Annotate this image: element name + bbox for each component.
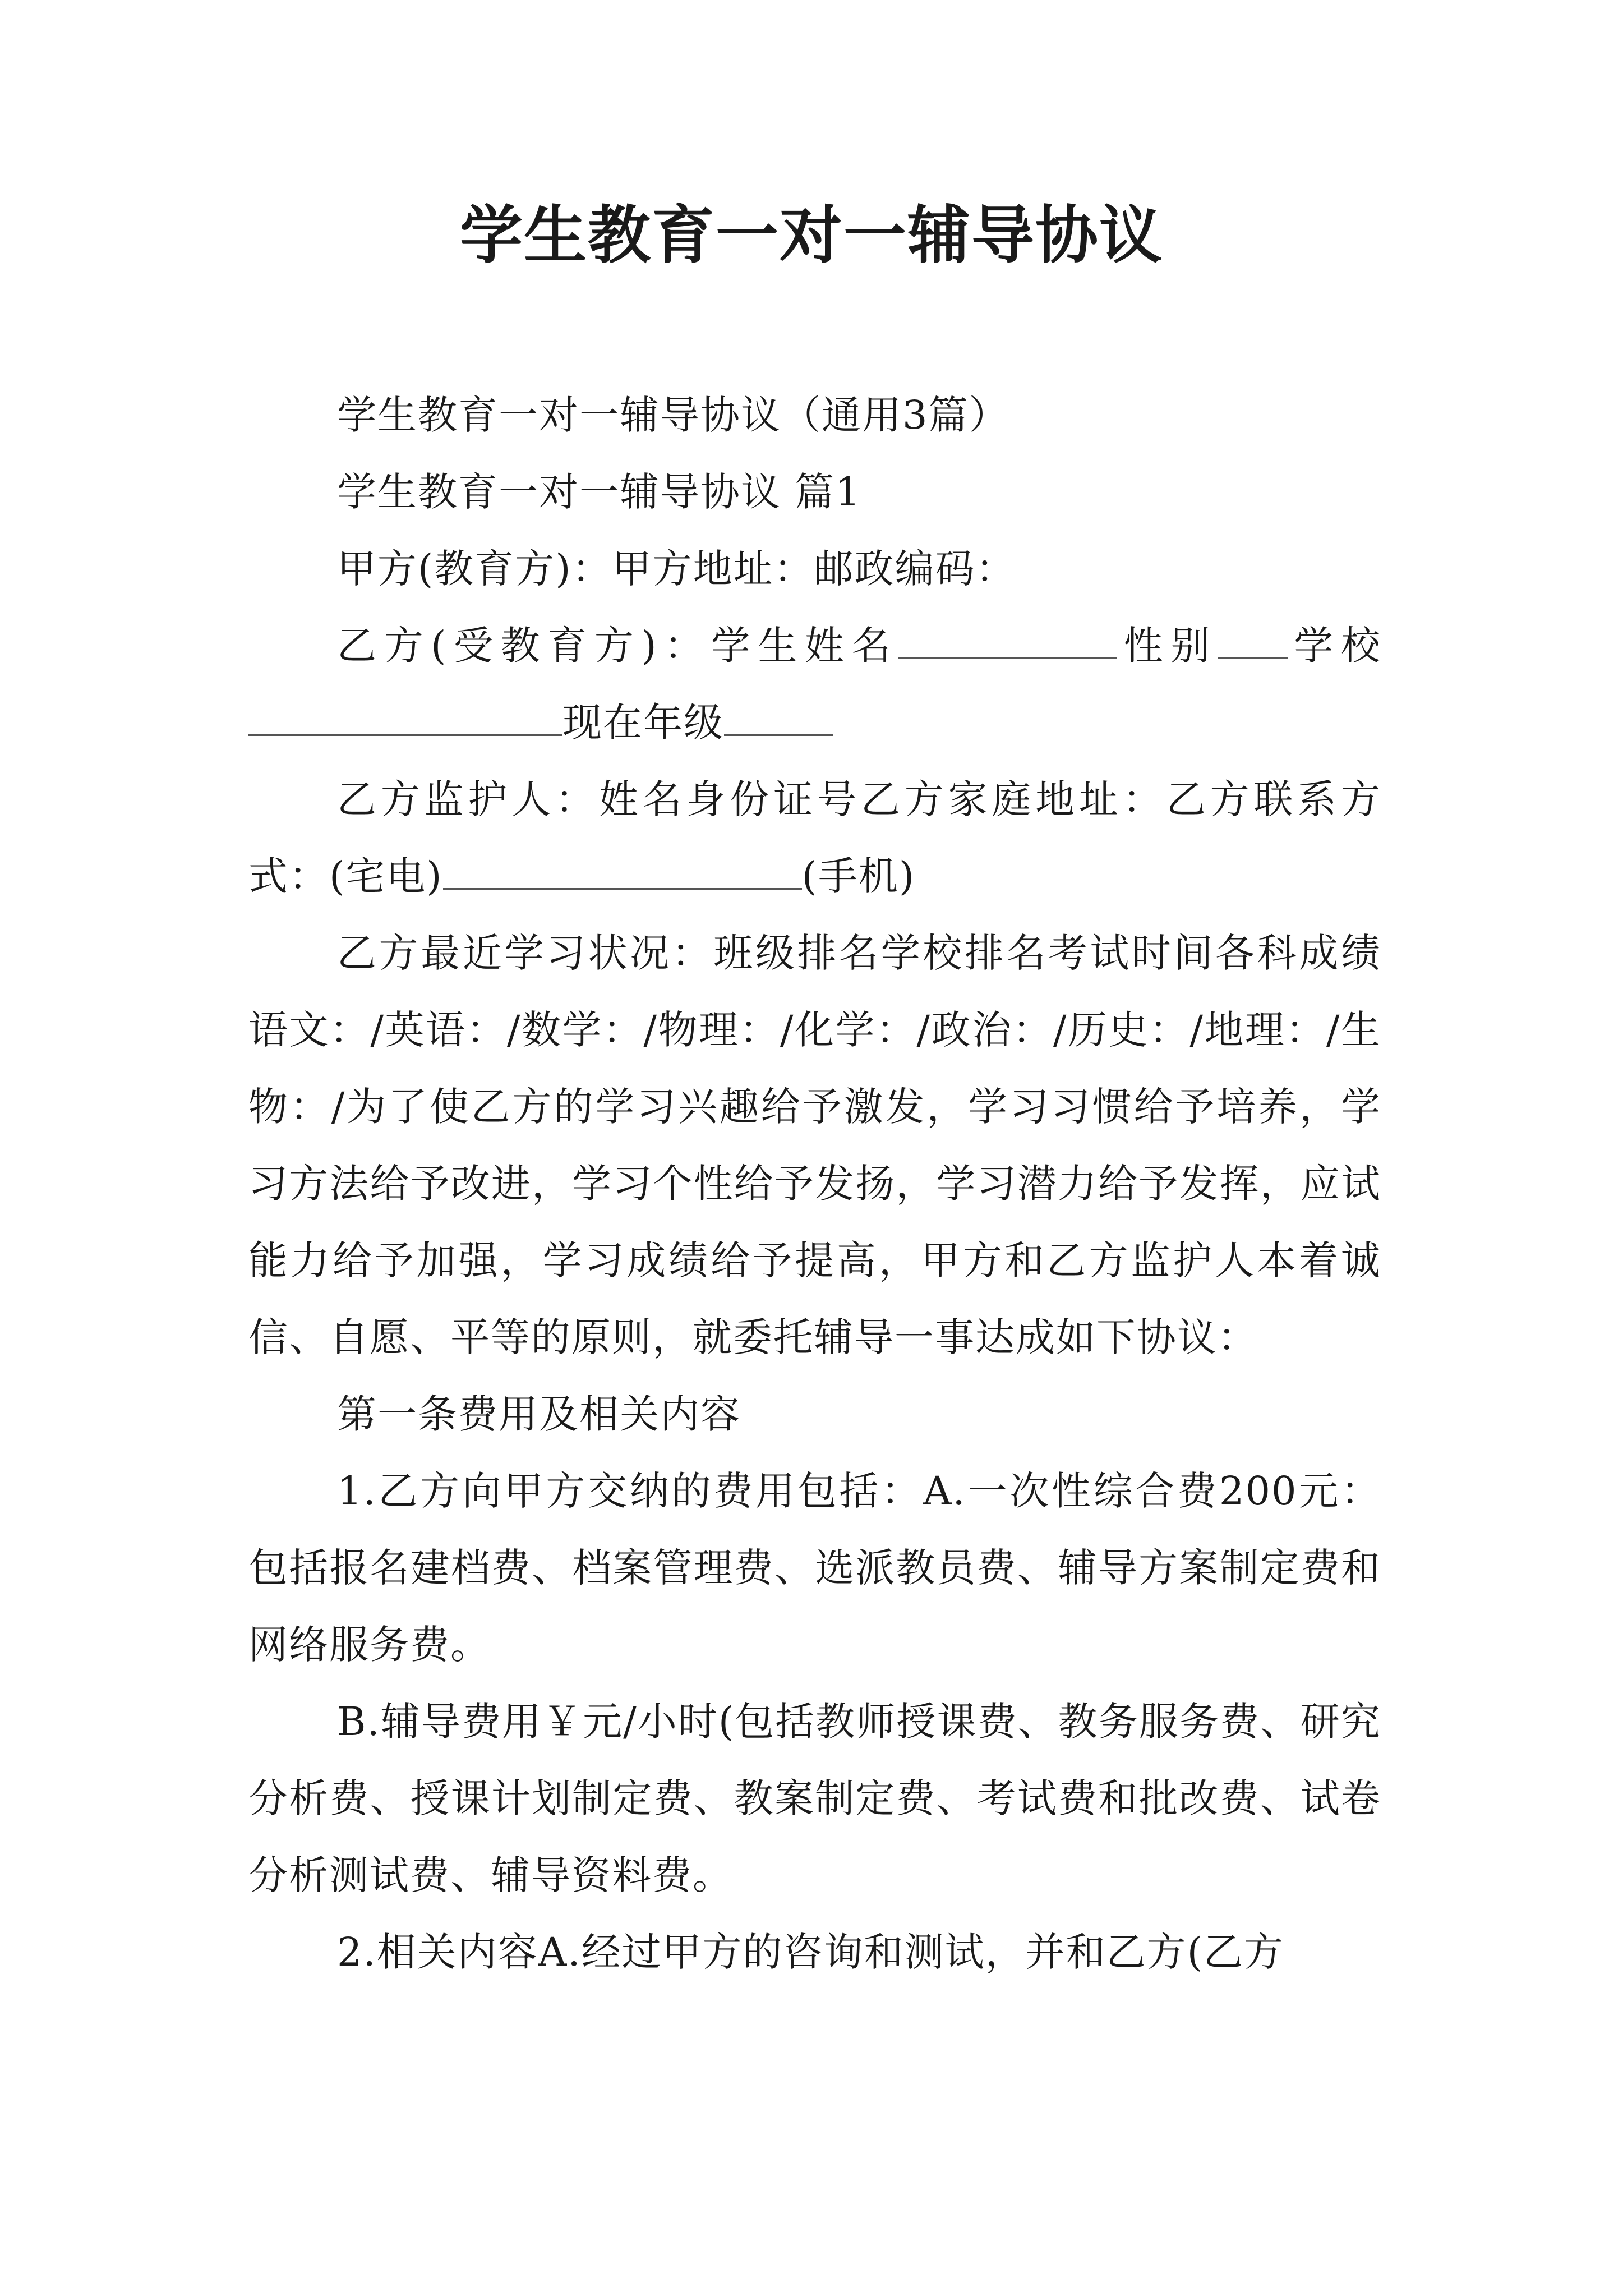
party-b-student-name-label: 乙方(受教育方)：学生姓名 bbox=[337, 623, 899, 669]
paragraph-fee-two: B.辅导费用￥元/小时(包括教师授课费、教务服务费、研究分析费、授课计划制定费、教案制定费、考试费和批改费、试卷分析测试费、辅导资料费。 bbox=[248, 1699, 1381, 1898]
document-body bbox=[248, 377, 1381, 1991]
home-phone-blank bbox=[443, 849, 802, 890]
paragraph-fee-one: 1.乙方向甲方交纳的费用包括：A.一次性综合费200元：包括报名建档费、档案管理费、选派教员费、辅导方案制定费和网络服务费。 bbox=[248, 1468, 1381, 1668]
party-b-school-label: 学校 bbox=[1287, 623, 1382, 669]
school-blank bbox=[248, 695, 562, 736]
guardian-info-text: 乙方监护人：姓名身份证号乙方家庭地址：乙方联系方式：(宅电) bbox=[248, 776, 1381, 899]
gender-blank bbox=[1218, 618, 1288, 659]
paragraph-party-b bbox=[248, 608, 1381, 761]
paragraph-party-a: 甲方(教育方)：甲方地址：邮政编码： bbox=[337, 546, 1016, 592]
paragraph-guardian bbox=[248, 761, 1381, 915]
document-title: 学生教育一对一辅导协议 bbox=[460, 199, 1163, 272]
party-b-grade-label: 现在年级 bbox=[562, 700, 724, 746]
paragraph-related-content: 2.相关内容A.经过甲方的咨询和测试，并和乙方(乙方 bbox=[337, 1929, 1284, 1975]
paragraph-article-one: 第一条费用及相关内容 bbox=[337, 1391, 741, 1437]
mobile-label: (手机) bbox=[801, 853, 916, 899]
paragraph-section-heading: 学生教育一对一辅导协议 篇1 bbox=[337, 469, 861, 515]
student-name-blank bbox=[898, 618, 1117, 659]
paragraph-study-status: 乙方最近学习状况：班级排名学校排名考试时间各科成绩语文：/英语：/数学：/物理：/化学：/政治：/历史：/地理：/生物：/为了使乙方的学习兴趣给予激发，学习习惯给予培养，学习方法给予改进，学习个性给予发扬，学习潜力给予发挥，应试能力给予加强，学习成绩给予提高，甲方和乙方监护人本着诚信、自愿、平等的原则，就委托辅导一事达成如下协议： bbox=[248, 930, 1381, 1360]
party-b-gender-label: 性别 bbox=[1117, 623, 1218, 669]
paragraph-subtitle: 学生教育一对一辅导协议（通用3篇） bbox=[337, 392, 1009, 438]
grade-blank bbox=[724, 695, 833, 736]
